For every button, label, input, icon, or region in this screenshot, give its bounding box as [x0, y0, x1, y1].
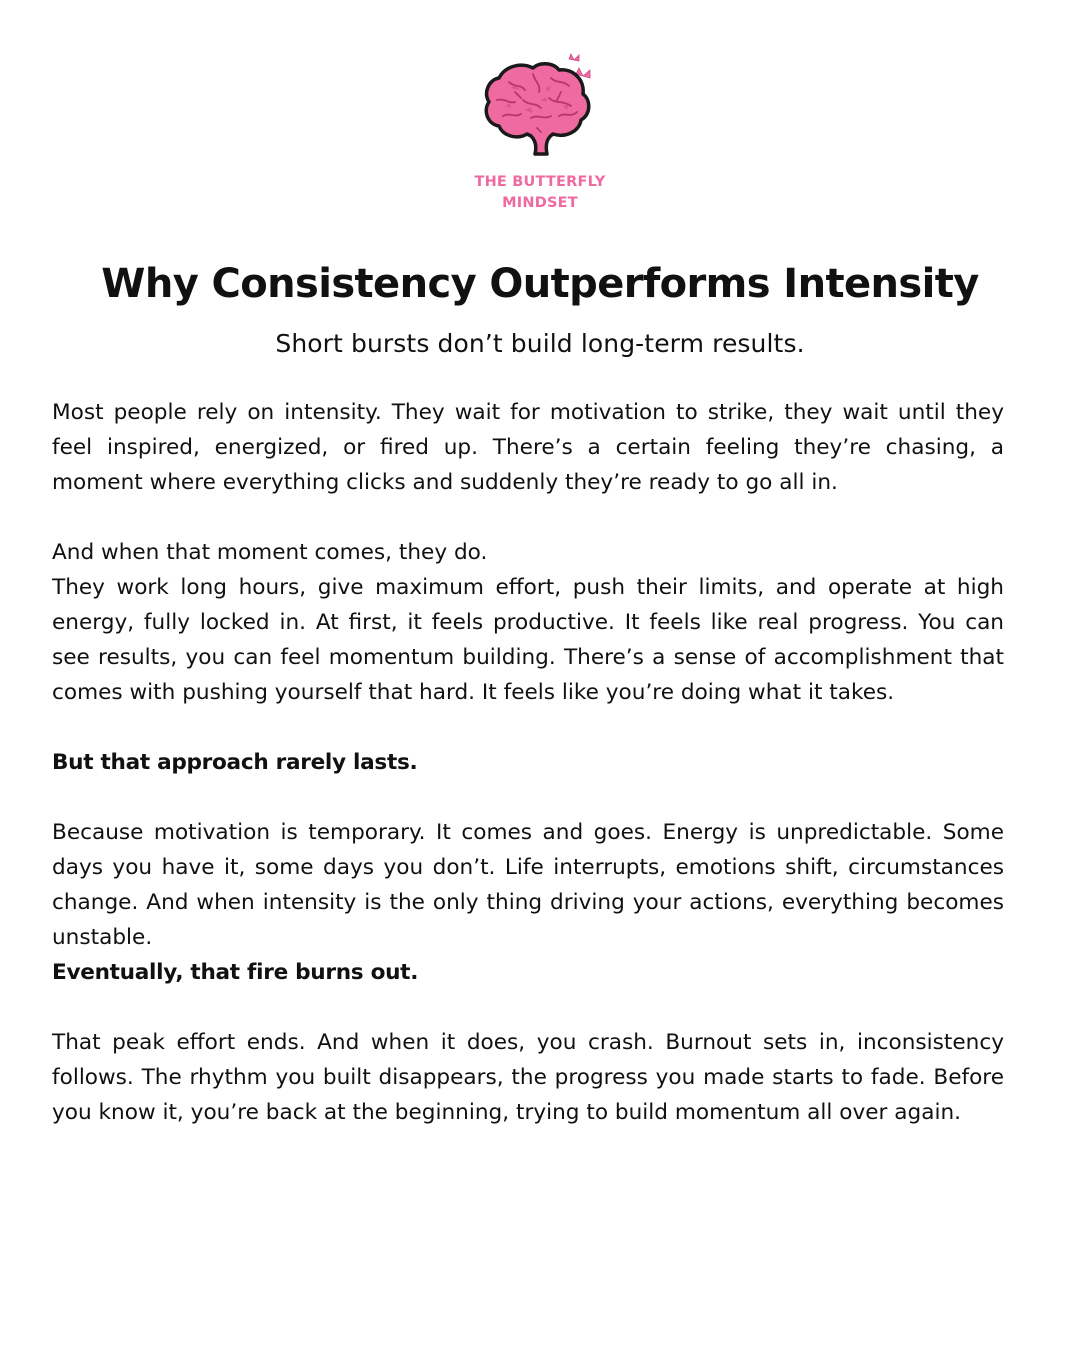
brand-name-line-1: THE BUTTERFLY [474, 174, 606, 190]
paragraph-crash: That peak effort ends. And when it does, you crash. Burnout sets in, inconsistency follows. The rhythm you built disappears, the progress you made starts to fade. Before you know it, you’re back at the beginning, trying to build momentum all over again. [52, 1030, 1004, 1125]
page-title: Why Consistency Outperforms Intensity [101, 261, 979, 307]
paragraph-moment: And when that moment comes, they do. [52, 540, 488, 565]
page-subtitle: Short bursts don’t build long-term results. [275, 329, 805, 358]
pink-brain-with-butterflies-icon [475, 48, 605, 166]
paragraph-effort: They work long hours, give maximum effort, push their limits, and operate at high energy, fully locked in. At first, it feels productive. It feels like real progress. You can see results, you can feel momentum building. There’s a sense of accomplishment that comes with pushing yourself that hard. It feels like you’re doing what it takes. [52, 575, 1004, 705]
brand-logo [470, 48, 610, 223]
paragraph-intro: Most people rely on intensity. They wait for motivation to strike, they wait until they feel inspired, energized, or fired up. There’s a certain feeling they’re chasing, a moment where everything clicks and suddenly they’re ready to go all in. [52, 400, 1004, 495]
paragraph-emphasis-burnout: Eventually, that fire burns out. [52, 960, 419, 985]
brand-name [470, 172, 610, 214]
paragraph-motivation: Because motivation is temporary. It comes and goes. Energy is unpredictable. Some days you have it, some days you don’t. Life interrupts, emotions shift, circumstances change. And when intensity is the only thing driving your actions, everything becomes unstable. [52, 820, 1004, 950]
article-body [52, 395, 1004, 1130]
paragraph-emphasis-lasts: But that approach rarely lasts. [52, 750, 418, 775]
brand-name-line-2: MINDSET [502, 195, 578, 211]
